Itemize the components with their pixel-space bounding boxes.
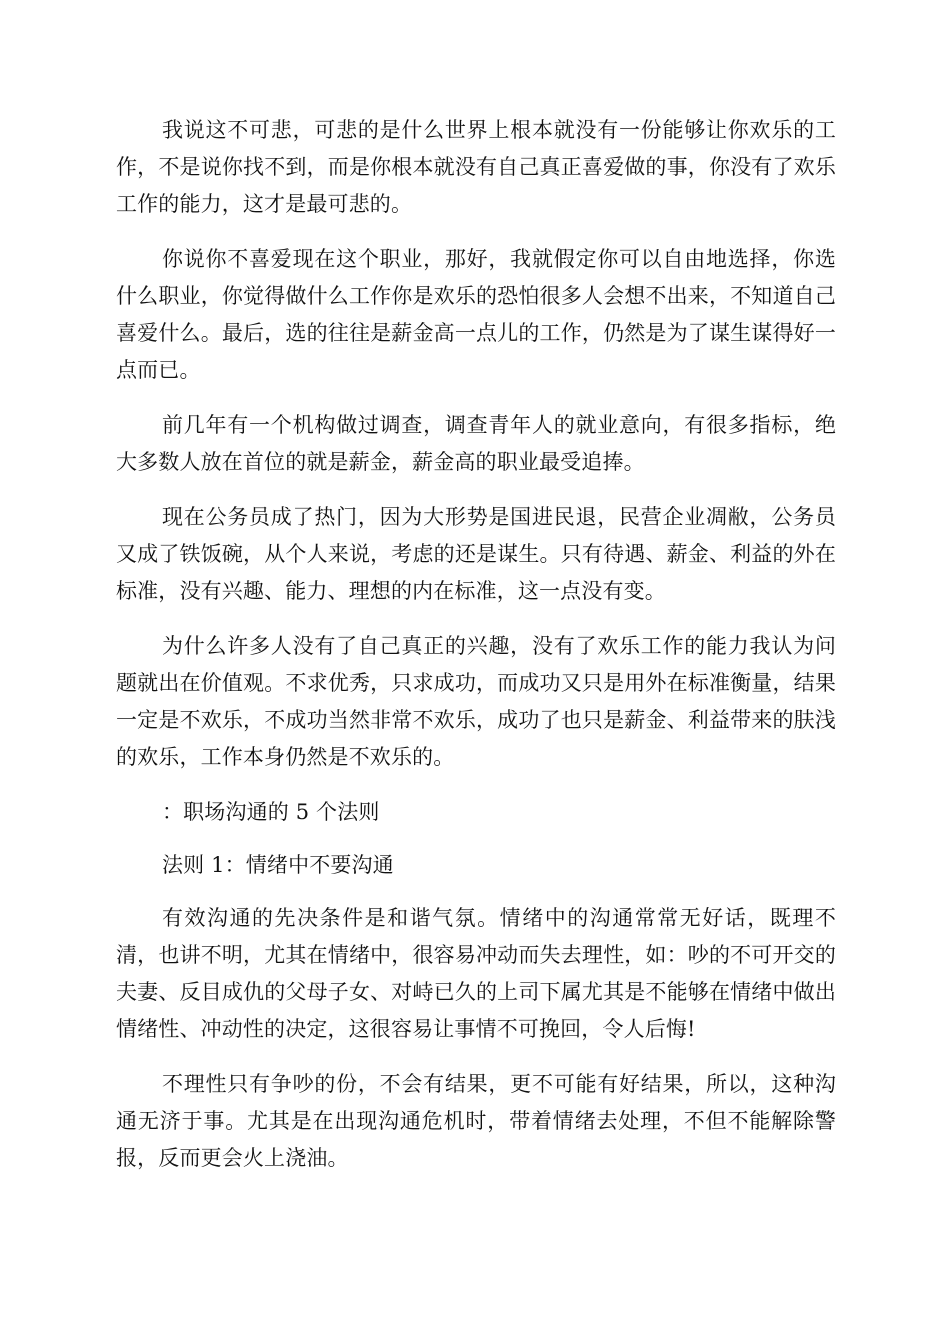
paragraph-3: 前几年有一个机构做过调查，调查青年人的就业意向，有很多指标，绝大多数人放在首位的就是薪金，薪金高的职业最受追捧。: [116, 413, 836, 474]
rule-heading: 法则 1：情绪中不要沟通: [162, 853, 394, 877]
paragraph-1: 我说这不可悲，可悲的是什么世界上根本就没有一份能够让你欢乐的工作，不是说你找不到，而是你根本就没有自己真正喜爱做的事，你没有了欢乐工作的能力，这才是最可悲的。: [116, 118, 836, 216]
paragraph-4: 现在公务员成了热门，因为大形势是国进民退，民营企业凋敝，公务员又成了铁饭碗，从个人来说，考虑的还是谋生。只有待遇、薪金、利益的外在标准，没有兴趣、能力、理想的内在标准，这一点没有变。: [116, 505, 836, 603]
paragraph-7: 不理性只有争吵的份，不会有结果，更不可能有好结果，所以，这种沟通无济于事。尤其是在出现沟通危机时，带着情绪去处理，不但不能解除警报，反而更会火上浇油。: [116, 1072, 836, 1170]
paragraph-6: 有效沟通的先决条件是和谐气氛。情绪中的沟通常常无好话，既理不清，也讲不明，尤其在情绪中，很容易冲动而失去理性，如：吵的不可开交的夫妻、反目成仇的父母子女、对峙已久的上司下属尤其是不能够在情绪中做出情绪性、冲动性的决定，这很容易让事情不可挽回，令人后悔!: [116, 906, 836, 1041]
paragraph-2: 你说你不喜爱现在这个职业，那好，我就假定你可以自由地选择，你选什么职业，你觉得做什么工作你是欢乐的恐怕很多人会想不出来，不知道自己喜爱什么。最后，选的往往是薪金高一点儿的工作，仍然是为了谋生谋得好一点而已。: [116, 247, 836, 382]
document-page: [116, 112, 836, 1195]
section-heading: ：职场沟通的 5 个法则: [162, 800, 380, 824]
paragraph-5: 为什么许多人没有了自己真正的兴趣，没有了欢乐工作的能力我认为问题就出在价值观。不求优秀，只求成功，而成功又只是用外在标准衡量，结果一定是不欢乐，不成功当然非常不欢乐，成功了也只是薪金、利益带来的肤浅的欢乐，工作本身仍然是不欢乐的。: [116, 634, 836, 769]
